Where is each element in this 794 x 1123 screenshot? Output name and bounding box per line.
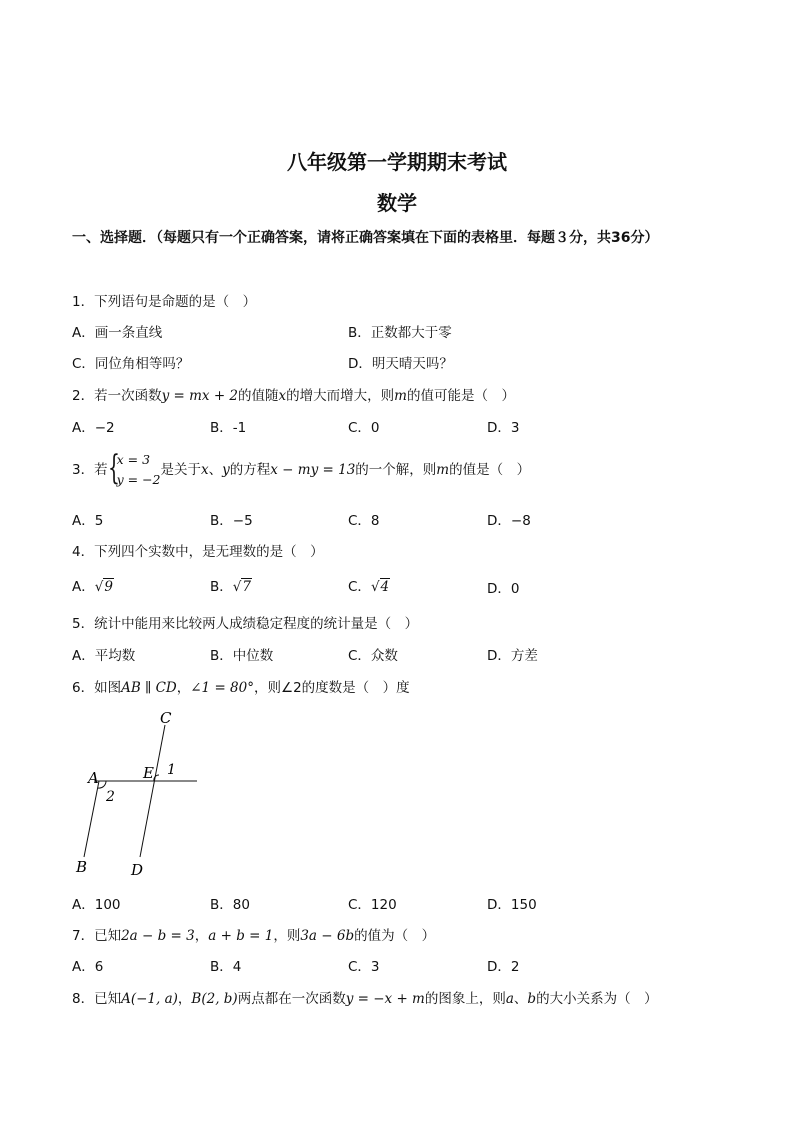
q4-option-a-radicand: 9 [104,579,113,595]
q6-formula-angle: ∠1 = 80° [190,680,254,696]
q2-text-2: 的值随 [238,388,279,404]
q2-formula-function: y = mx + 2 [161,388,239,404]
q7-formula-1: 2a − b = 3 [121,928,195,944]
q7-option-d: D．2 [487,959,520,975]
question-3-stem [72,448,530,492]
question-5-stem: 5．统计中能用来比较两人成绩稳定程度的统计量是（ ） [72,616,419,632]
q6-text-3: ，则∠2的度数是（ ）度 [253,680,410,696]
q1-option-a: A．画一条直线 [72,325,163,341]
q8-text-3: 两点都在一次函数 [237,991,346,1007]
q6-geometry-figure [70,705,210,885]
q3-option-d: D．−8 [487,513,531,529]
q8-formula-b: b [527,991,537,1007]
q3-system-line-1: x = 3 [116,452,151,467]
q3-option-c: C．8 [348,513,380,529]
q5-option-c: C．众数 [348,648,398,664]
q6-option-c: C．120 [348,897,397,913]
q7-formula-2: a + b = 1 [208,928,274,944]
q6-option-b: B．80 [210,897,250,913]
q8-text-1: 8．已知 [72,991,122,1007]
q8-formula-function: y = −x + m [345,991,425,1007]
label-2: 2 [106,789,115,805]
q3-text-1: 3．若 [72,462,108,478]
q4-option-c [348,575,390,595]
line-cd [140,725,165,857]
q2-formula-m: m [394,388,407,404]
question-1-stem: 1．下列语句是命题的是（ ） [72,294,257,310]
q5-option-a: A．平均数 [72,648,136,664]
q3-text-6: 的值是（ ） [449,462,531,478]
q6-text-1: 6．如图 [72,680,122,696]
line-ab [84,781,99,857]
q3-system-line-2: y = −2 [116,472,161,487]
label-1: 1 [167,762,176,778]
q8-formula-point-b: B(2, b) [191,991,238,1007]
label-d: D [131,861,144,879]
question-4-stem: 4．下列四个实数中，是无理数的是（ ） [72,544,324,560]
q6-text-2: ， [176,680,191,696]
q8-text-6: 的大小关系为（ ） [536,991,658,1007]
q8-formula-a: a [505,991,514,1007]
q4-option-a [72,575,114,595]
q3-text-5: 的一个解，则 [355,462,437,478]
question-2-stem [72,384,515,404]
q4-option-c-label: C． [348,579,371,595]
q3-formula-y: y [222,462,230,478]
question-7-stem [72,924,435,944]
q8-text-5: 、 [513,991,528,1007]
q1-option-b: B．正数都大于零 [348,325,452,341]
q7-option-c: C．3 [348,959,380,975]
label-b: B [76,858,88,876]
q4-option-b [210,575,252,595]
q2-option-a: A．−2 [72,420,115,436]
q7-text-1: 7．已知 [72,928,122,944]
q4-option-a-label: A． [72,579,95,595]
sqrt-icon: √ [94,579,104,595]
q5-option-d: D．方差 [487,648,538,664]
q2-text-1: 2．若一次函数 [72,388,162,404]
q2-formula-x: x [278,388,287,404]
q3-option-b: B．−5 [210,513,253,529]
sqrt-icon: √ [232,579,242,595]
q8-text-2: ， [177,991,192,1007]
brace-icon: { [107,448,120,488]
q3-option-a: A．5 [72,513,104,529]
q8-text-4: 的图象上，则 [424,991,506,1007]
q6-option-a: A．100 [72,897,121,913]
q7-formula-3: 3a − 6b [300,928,355,944]
q2-option-d: D．3 [487,420,520,436]
q2-option-b: B．-1 [210,420,247,436]
label-c: C [160,709,172,727]
q3-equation-system [108,450,161,490]
q2-text-4: 的值可能是（ ） [406,388,515,404]
q7-option-b: B．4 [210,959,242,975]
q1-option-d: D．明天晴天吗？ [348,356,453,372]
q3-text-3: 、 [208,462,223,478]
section-heading: 一、选择题．（每题只有一个正确答案，请将正确答案填在下面的表格里．每题３分，共36分） [72,230,659,246]
q3-formula-equation: x − my = 13 [270,462,356,478]
q6-formula-parallel: AB ∥ CD [121,680,177,696]
q8-formula-point-a: A(−1, a) [121,991,178,1007]
q3-text-2: 是关于 [160,462,202,478]
q3-text-4: 的方程 [229,462,271,478]
sqrt-icon: √ [370,579,380,595]
q4-option-b-label: B． [210,579,233,595]
q2-option-c: C．0 [348,420,380,436]
q3-formula-m: m [436,462,450,478]
q4-option-c-radicand: 4 [380,579,390,595]
q4-option-b-radicand: 7 [242,579,251,595]
question-8-stem [72,987,658,1007]
label-e: E [143,764,154,782]
q1-option-c: C．同位角相等吗？ [72,356,190,372]
exam-title: 八年级第一学期期末考试 [287,150,507,174]
q7-text-2: ， [194,928,209,944]
q6-option-d: D．150 [487,897,537,913]
q3-formula-x: x [201,462,209,478]
exam-subject: 数学 [377,191,417,215]
q7-option-a: A．6 [72,959,104,975]
q4-option-d: D．0 [487,581,520,597]
q5-option-b: B．中位数 [210,648,274,664]
question-6-stem [72,676,410,696]
q7-text-3: ，则 [273,928,301,944]
q2-text-3: 的增大而增大，则 [286,388,395,404]
q7-text-4: 的值为（ ） [354,928,436,944]
label-a: A [88,769,99,787]
